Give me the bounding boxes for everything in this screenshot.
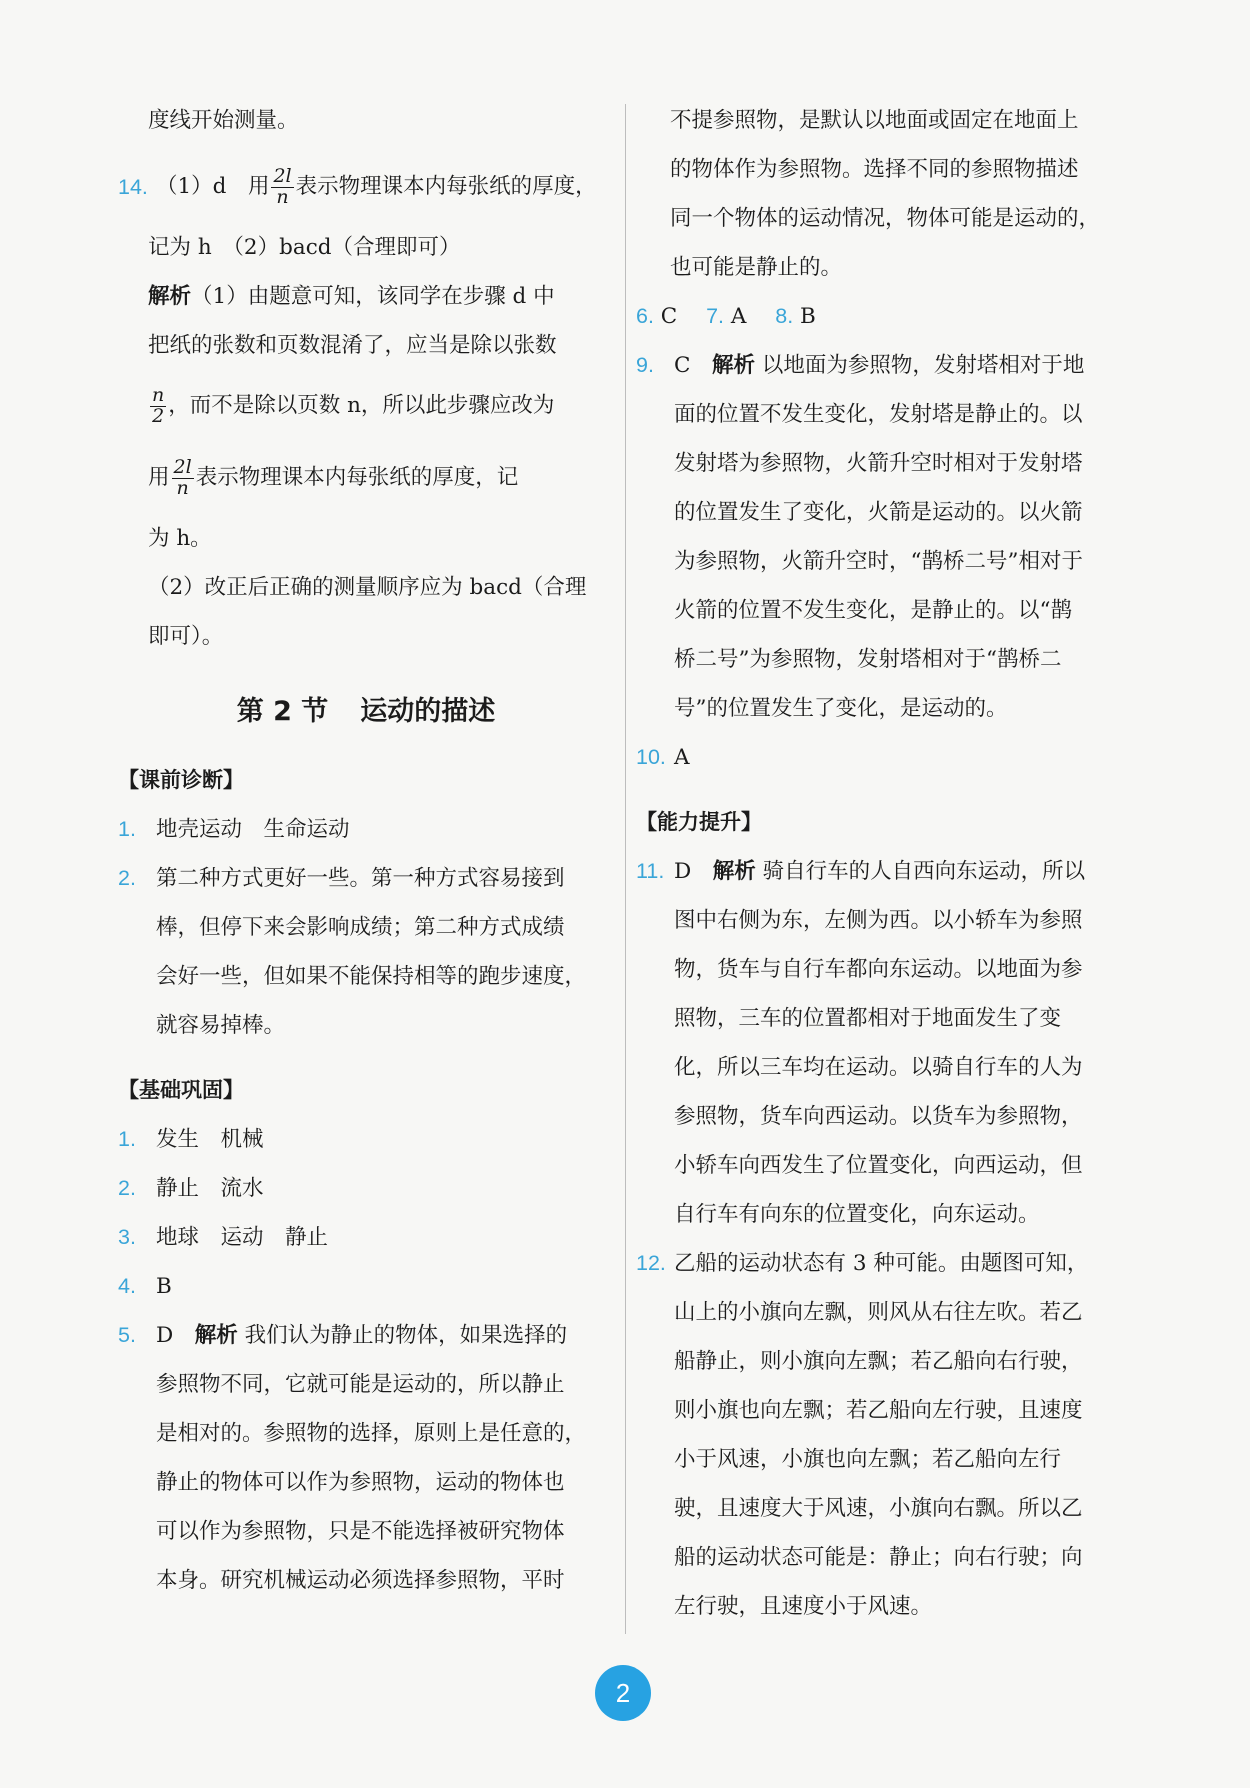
section-number: 第 2 节: [236, 696, 329, 727]
basic-item-3: [118, 1213, 614, 1262]
question-number: 11.: [636, 859, 665, 883]
q14-part2-line1: （2）改正后正确的测量顺序应为 bacd（合理: [148, 575, 587, 600]
question-number: 10.: [636, 745, 666, 769]
q5-line: 参照物不同，它就可能是运动的，所以静止: [156, 1372, 565, 1397]
basic-item-2: [118, 1164, 614, 1213]
answer-text: A: [730, 304, 747, 329]
q14-analysis-line1: [118, 272, 614, 321]
question-number: 6.: [636, 304, 654, 328]
q11-line: 参照物，货车向西运动。以货车为参照物，: [674, 1104, 1083, 1129]
q12-line: 船的运动状态可能是：静止；向右行驶；向: [674, 1545, 1083, 1570]
question-9: [636, 341, 1136, 733]
q9-answer: C: [674, 353, 691, 378]
q11-line: 图中右侧为东，左侧为西。以小轿车为参照: [674, 908, 1083, 933]
q14-part1-prefix: （1）d 用: [156, 174, 270, 199]
q11-line: 小轿车向西发生了位置变化，向西运动，但: [674, 1153, 1083, 1178]
q5-answer: D: [156, 1323, 174, 1348]
fraction-denominator: n: [176, 476, 189, 499]
fraction-numerator: 2l: [173, 455, 192, 478]
basic-item-text: 地球 运动 静止: [156, 1225, 329, 1250]
pre-diagnosis-heading: 【课前诊断】: [118, 768, 244, 792]
basic-item-text: 静止 流水: [156, 1176, 264, 1201]
q11-line: 照物，三车的位置都相对于地面发生了变: [674, 1006, 1062, 1031]
answer-text: A: [674, 745, 690, 770]
question-number: 2.: [118, 866, 136, 890]
q9-line: 桥二号”为参照物，发射塔相对于“鹊桥二: [674, 647, 1062, 672]
intro-tail: 度线开始测量。: [148, 108, 299, 133]
q9-line1-text: 以地面为参照物，发射塔相对于地: [761, 353, 1085, 378]
fraction-denominator: n: [276, 185, 289, 208]
question-14: [118, 151, 614, 223]
q14-analysis-line2: 把纸的张数和页数混淆了，应当是除以张数: [148, 333, 557, 358]
q5-line: 是相对的。参照物的选择，原则上是任意的，: [156, 1421, 587, 1446]
q11-line: 物，货车与自行车都向东运动。以地面为参: [674, 957, 1083, 982]
fraction-numerator: n: [152, 383, 165, 406]
basic-item-4: [118, 1262, 614, 1311]
q5-cont-line: 不提参照物，是默认以地面或固定在地面上: [670, 108, 1079, 133]
q12-line: 左行驶，且速度小于风速。: [674, 1594, 933, 1619]
q14-analysis-line4-prefix: 用: [148, 465, 170, 490]
q9-line: 发射塔为参照物，火箭升空时相对于发射塔: [674, 451, 1083, 476]
q5-line1: [156, 1311, 614, 1360]
q12-line: 乙船的运动状态有 3 种可能。由题图可知，: [674, 1251, 1089, 1276]
answer-8: [775, 292, 816, 341]
pre-item-1: [118, 805, 614, 854]
answer-6: [636, 292, 677, 341]
analysis-label: 解析: [712, 859, 756, 884]
pre-item-1-text: 地壳运动 生命运动: [156, 817, 350, 842]
question-number: 8.: [775, 304, 794, 328]
q12-line: 小于风速，小旗也向左飘；若乙船向左行: [674, 1447, 1062, 1472]
q5-line: 可以作为参照物，只是不能选择被研究物体: [156, 1519, 565, 1544]
q11-line1: [674, 847, 1136, 896]
section-name: 运动的描述: [360, 696, 496, 727]
basic-consolidation-heading: 【基础巩固】: [118, 1078, 244, 1102]
q11-line1-text: 骑自行车的人自西向东运动，所以: [762, 859, 1086, 884]
fraction-numerator: 2l: [273, 164, 292, 187]
question-12: [636, 1239, 1136, 1631]
answers-6-7-8: [636, 292, 1136, 341]
pre-item-2-line: 就容易掉棒。: [156, 1013, 286, 1038]
q5-cont-line: 同一个物体的运动情况，物体可能是运动的，: [670, 206, 1101, 231]
question-11: [636, 847, 1136, 1239]
column-divider: [625, 104, 626, 1634]
q14-part2-line2: 即可）。: [148, 624, 224, 649]
q14-part1-line2: 记为 h （2）bacd（合理即可）: [148, 235, 461, 260]
page-number-badge: 2: [595, 1665, 651, 1721]
q5-cont-line: 的物体作为参照物。选择不同的参照物描述: [670, 157, 1079, 182]
question-number: 7.: [706, 304, 725, 328]
answer-7: [706, 292, 746, 341]
analysis-label: 解析: [194, 1323, 238, 1348]
answer-text: C: [660, 304, 678, 329]
q14-analysis-line5: 为 h。: [148, 526, 212, 551]
pre-item-2-line: 会好一些，但如果不能保持相等的跑步速度，: [156, 964, 587, 989]
fraction-denominator: 2: [152, 404, 165, 427]
q9-line: 为参照物，火箭升空时，“鹊桥二号”相对于: [674, 549, 1083, 574]
q5-line1-text: 我们认为静止的物体，如果选择的: [244, 1323, 568, 1348]
q11-line: 化，所以三车均在运动。以骑自行车的人为: [674, 1055, 1083, 1080]
section-title: [118, 687, 614, 736]
q14-part1-suffix: 表示物理课本内每张纸的厚度，: [295, 174, 597, 199]
question-number: 1.: [118, 817, 136, 841]
fraction-n-over-2: [150, 383, 166, 427]
q12-line: 船静止，则小旗向左飘；若乙船向右行驶，: [674, 1349, 1083, 1374]
question-number: 4.: [118, 1274, 136, 1298]
question-number: 3.: [118, 1225, 136, 1249]
analysis-label: 解析: [711, 353, 755, 378]
question-10: [636, 733, 1136, 782]
q9-line: 面的位置不发生变化，发射塔是静止的。以: [674, 402, 1083, 427]
pre-item-2: [118, 854, 614, 1050]
q9-line: 的位置发生了变化，火箭是运动的。以火箭: [674, 500, 1083, 525]
fraction-2l-over-n: [172, 455, 194, 499]
question-number: 5.: [118, 1323, 136, 1347]
analysis-label: 解析: [148, 284, 192, 309]
question-number: 12.: [636, 1251, 666, 1275]
q5-line: 本身。研究机械运动必须选择参照物，平时: [156, 1568, 565, 1593]
question-number: 2.: [118, 1176, 136, 1200]
q5-continuation: [636, 96, 1136, 292]
q12-line: 山上的小旗向左飘，则风从右往左吹。若乙: [674, 1300, 1083, 1325]
basic-item-text: 发生 机械: [156, 1127, 264, 1152]
answer-text: B: [800, 304, 816, 329]
question-number: 14.: [118, 175, 148, 199]
pre-item-2-line: 棒，但停下来会影响成绩；第二种方式成绩: [156, 915, 565, 940]
q5-cont-line: 也可能是静止的。: [670, 255, 843, 280]
question-5: [118, 1311, 614, 1605]
right-column: [636, 96, 1136, 1631]
q9-line1: [674, 341, 1136, 390]
q14-analysis-line3: [118, 370, 614, 442]
question-number: 1.: [118, 1127, 136, 1151]
q9-line: 号”的位置发生了变化，是运动的。: [674, 696, 1008, 721]
basic-item-1: [118, 1115, 614, 1164]
q11-answer: D: [674, 859, 692, 884]
q14-analysis-line3-text: ，而不是除以页数 n，所以此步骤应改为: [168, 393, 555, 418]
q14-analysis-line4-text: 表示物理课本内每张纸的厚度，记: [195, 465, 519, 490]
q5-line: 静止的物体可以作为参照物，运动的物体也: [156, 1470, 565, 1495]
q11-line: 自行车有向东的位置变化，向东运动。: [674, 1202, 1040, 1227]
q14-analysis-text: （1）由题意可知，该同学在步骤 d 中: [191, 284, 555, 309]
q12-line: 驶，且速度大于风速，小旗向右飘。所以乙: [674, 1496, 1083, 1521]
q14-analysis-line4: [118, 442, 614, 514]
question-number: 9.: [636, 353, 654, 377]
q12-line: 则小旗也向左飘；若乙船向左行驶，且速度: [674, 1398, 1083, 1423]
ability-improvement-heading: 【能力提升】: [636, 810, 762, 834]
left-column: [118, 96, 614, 1605]
fraction-2l-over-n: [271, 164, 293, 208]
pre-item-2-line: 第二种方式更好一些。第一种方式容易接到: [156, 866, 565, 891]
q9-line: 火箭的位置不发生变化，是静止的。以“鹊: [674, 598, 1072, 623]
basic-item-text: B: [156, 1274, 172, 1299]
